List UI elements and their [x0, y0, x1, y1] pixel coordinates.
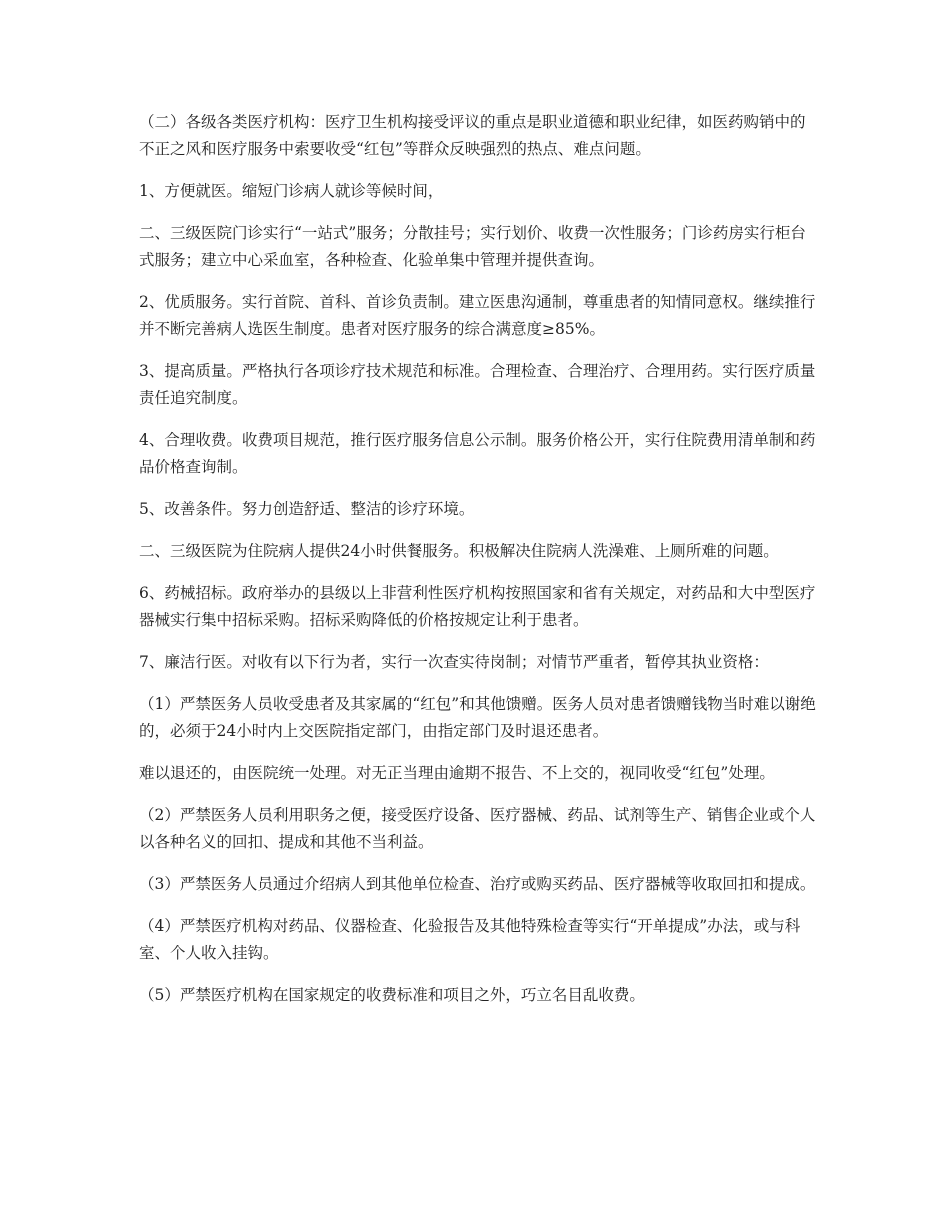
paragraph: （3）严禁医务人员通过介绍病人到其他单位检查、治疗或购买药品、医疗器械等收取回扣和提成。	[139, 875, 816, 893]
paragraph: 二、三级医院门诊实行“一站式”服务；分散挂号；实行划价、收费一次性服务；门诊药房实行柜台式服务；建立中心采血室，各种检查、化验单集中管理并提供查询。	[139, 224, 806, 269]
paragraph: 7、廉洁行医。对收有以下行为者，实行一次查实待岗制；对情节严重者，暂停其执业资格：	[139, 653, 769, 671]
paragraph: 难以退还的，由医院统一处理。对无正当理由逾期不报告、不上交的，视同收受“红包”处理。	[139, 764, 775, 782]
paragraph: 4、合理收费。收费项目规范，推行医疗服务信息公示制。服务价格公开，实行住院费用清单制和药品价格查询制。	[139, 431, 816, 476]
paragraph: 3、提高质量。严格执行各项诊疗技术规范和标准。合理检查、合理治疗、合理用药。实行医疗质量责任追究制度。	[139, 362, 816, 407]
paragraph: （4）严禁医疗机构对药品、仪器检查、化验报告及其他特殊检查等实行“开单提成”办法，或与科室、个人收入挂钩。	[139, 917, 801, 962]
paragraph: （1）严禁医务人员收受患者及其家属的“红包”和其他馈赠。医务人员对患者馈赠钱物当时难以谢绝的，必须于24小时内上交医院指定部门，由指定部门及时退还患者。	[139, 695, 816, 740]
paragraph: 2、优质服务。实行首院、首科、首诊负责制。建立医患沟通制，尊重患者的知情同意权。继续推行并不断完善病人选医生制度。患者对医疗服务的综合满意度≥85%。	[139, 293, 816, 338]
paragraph: （二）各级各类医疗机构：医疗卫生机构接受评议的重点是职业道德和职业纪律，如医药购销中的不正之风和医疗服务中索要收受“红包”等群众反映强烈的热点、难点问题。	[139, 113, 806, 158]
paragraph: 6、药械招标。政府举办的县级以上非营利性医疗机构按照国家和省有关规定，对药品和大中型医疗器械实行集中招标采购。招标采购降低的价格按规定让利于患者。	[139, 584, 816, 629]
paragraph: （2）严禁医务人员利用职务之便，接受医疗设备、医疗器械、药品、试剂等生产、销售企业或个人以各种名义的回扣、提成和其他不当利益。	[139, 806, 816, 851]
paragraph: 1、方便就医。缩短门诊病人就诊等候时间，	[139, 182, 444, 200]
paragraph: 5、改善条件。努力创造舒适、整洁的诊疗环境。	[139, 500, 475, 518]
paragraph: 二、三级医院为住院病人提供24小时供餐服务。积极解决住院病人洗澡难、上厕所难的问题。	[139, 542, 779, 560]
paragraph: （5）严禁医疗机构在国家规定的收费标准和项目之外，巧立名目乱收费。	[139, 986, 645, 1004]
document-body	[139, 109, 819, 1024]
